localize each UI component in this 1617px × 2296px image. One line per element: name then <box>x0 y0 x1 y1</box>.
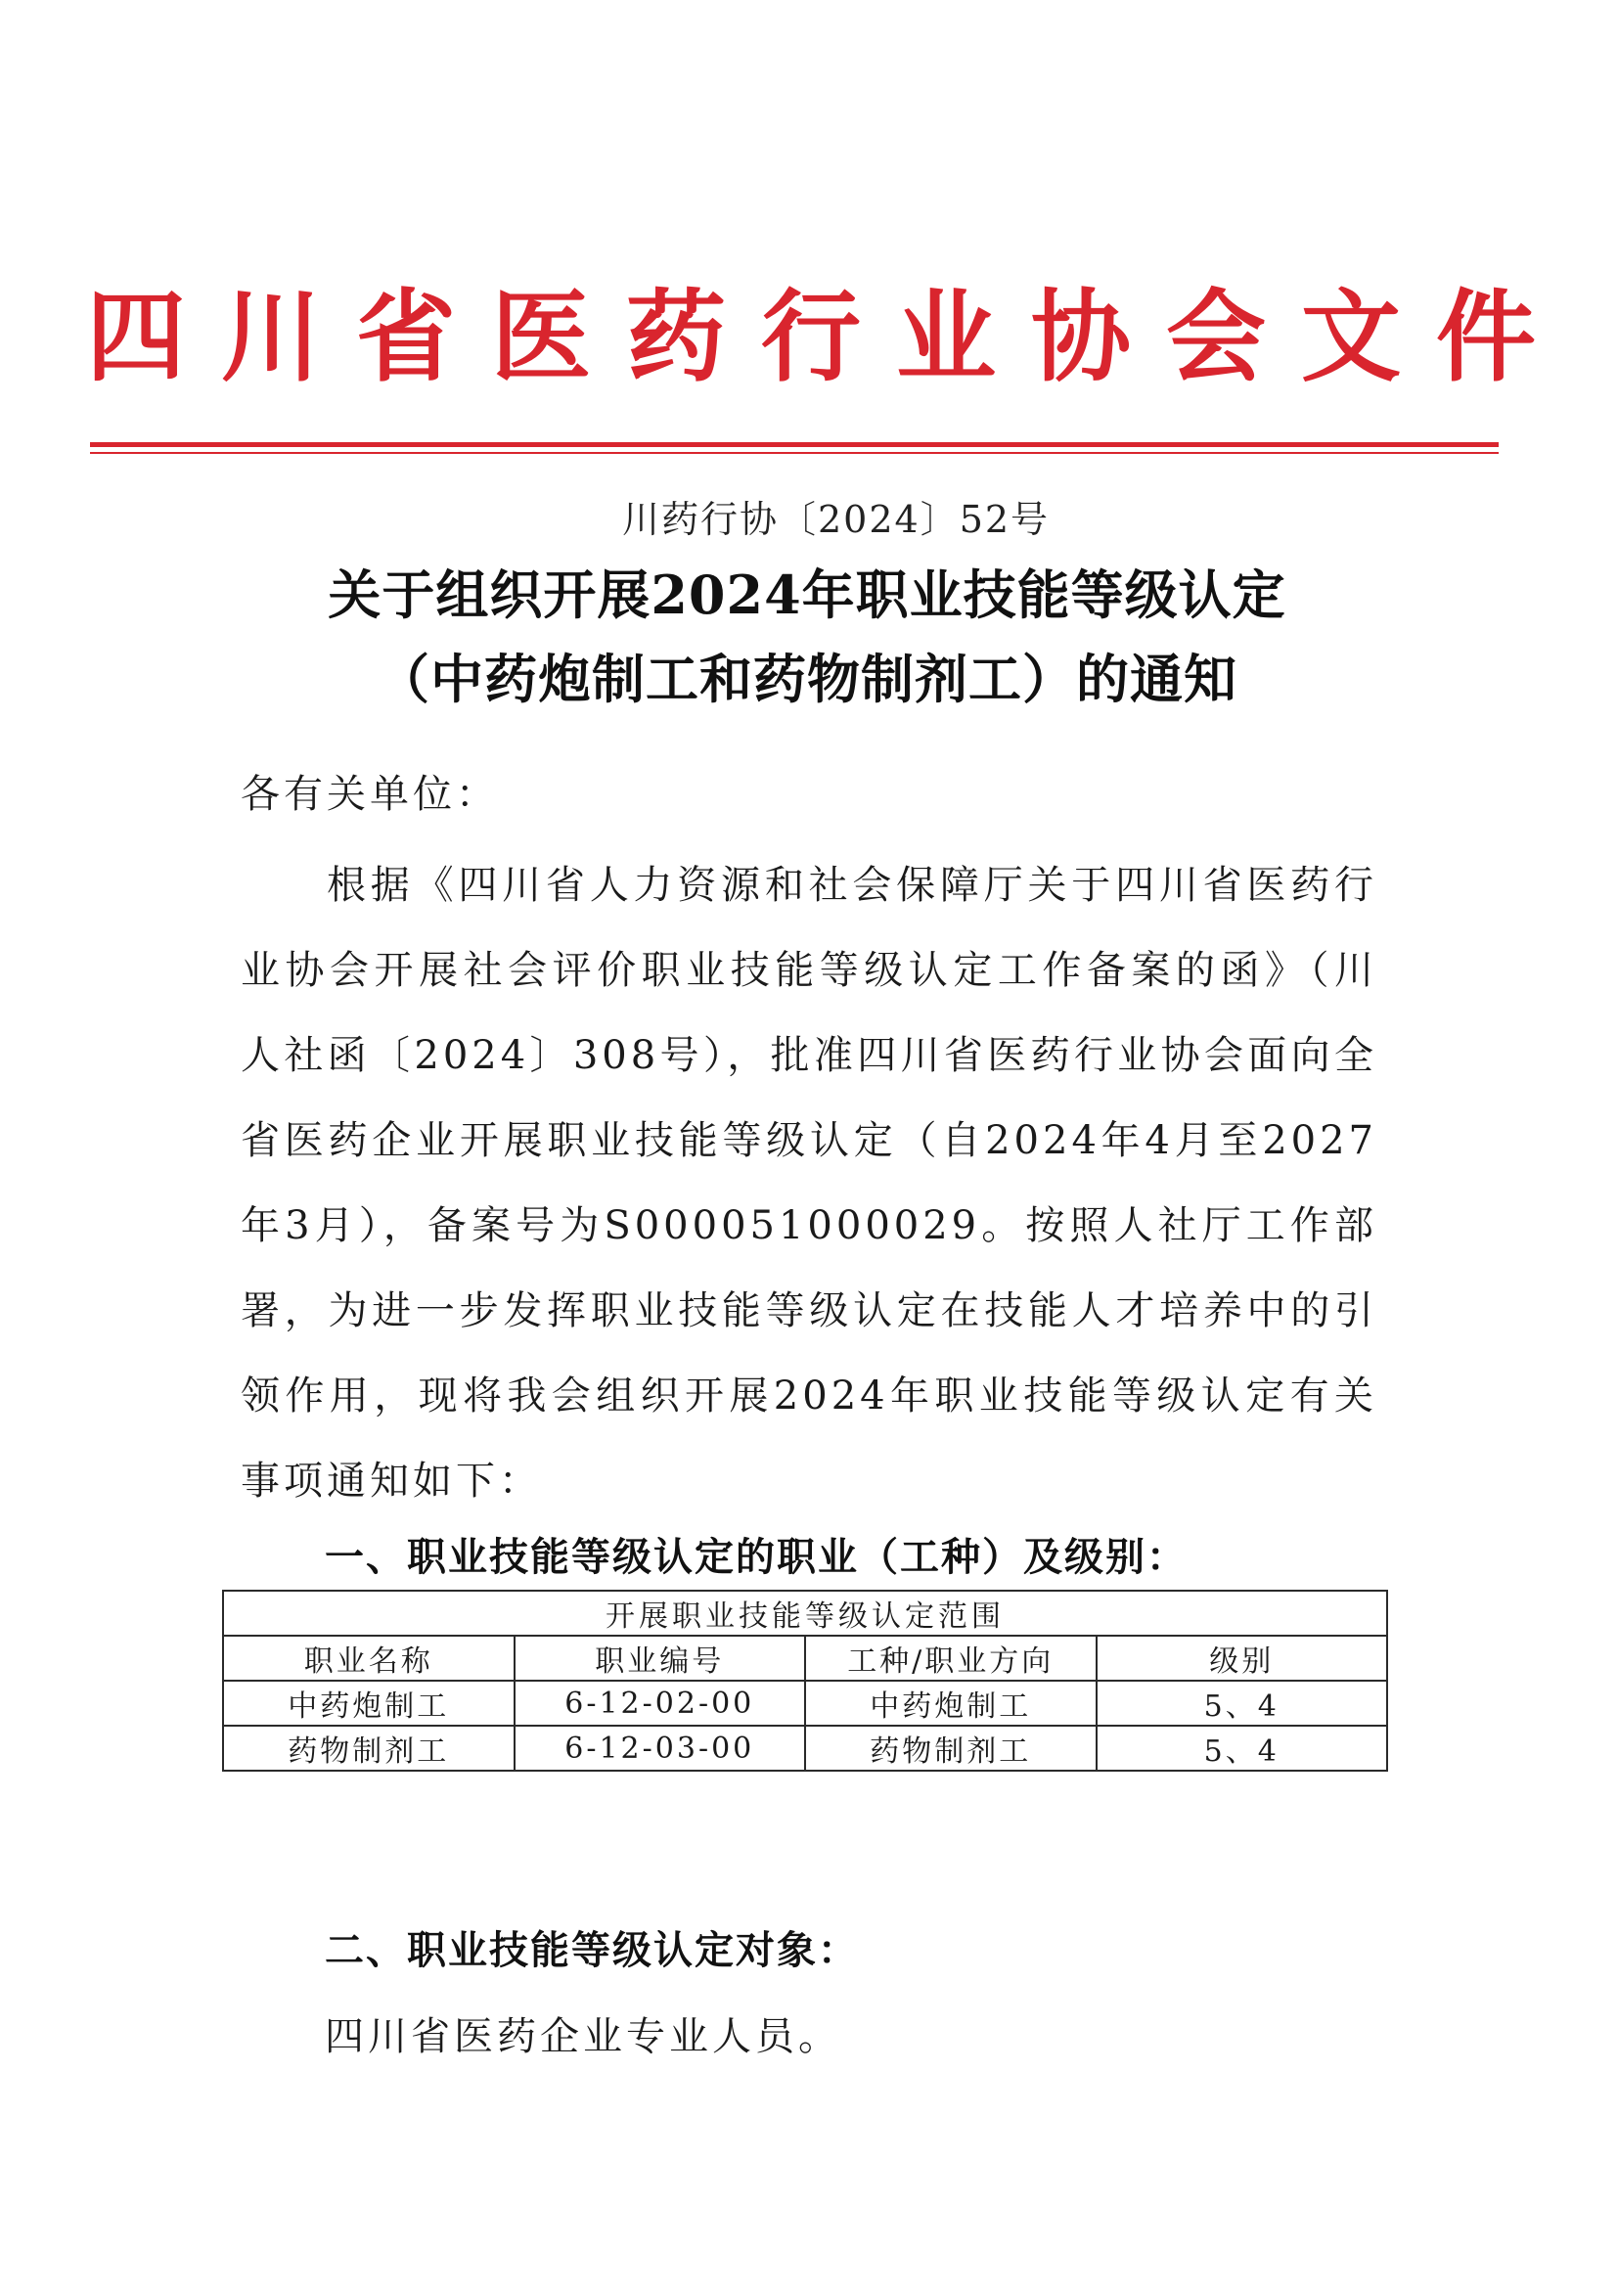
table-row <box>223 1726 1387 1771</box>
table-cell: 6-12-03-00 <box>515 1726 806 1771</box>
notice-title <box>196 553 1418 721</box>
column-header: 职业名称 <box>223 1636 515 1681</box>
letterhead-rule-thin <box>90 452 1499 454</box>
table-cell: 中药炮制工 <box>223 1681 515 1726</box>
table-caption-row <box>223 1591 1387 1636</box>
letterhead-title: 四川省医药行业协会文件 <box>86 279 1571 396</box>
section2-body: 四川省医药企业专业人员。 <box>325 2014 841 2059</box>
table-row <box>223 1681 1387 1726</box>
table-cell: 5、4 <box>1097 1726 1388 1771</box>
column-header: 级别 <box>1097 1636 1388 1681</box>
section1-heading: 一、职业技能等级认定的职业（工种）及级别： <box>325 1535 1188 1580</box>
document-number: 川药行协〔2024〕52号 <box>622 498 1051 541</box>
notice-title-line2: （中药炮制工和药物制剂工）的通知 <box>377 648 1237 710</box>
column-header: 工种/职业方向 <box>805 1636 1097 1681</box>
notice-title-line1: 关于组织开展2024年职业技能等级认定 <box>328 563 1286 626</box>
body-paragraph: 根据《四川省人力资源和社会保障厅关于四川省医药行业协会开展社会评价职业技能等级认定工作备案的函》（川人社函〔2024〕308号），批准四川省医药行业协会面向全省医药企业开展职业技能等级认定（自2024年4月至2027年3月），备案号为S000051000029。按照人社厅工作部署，为进一步发挥职业技能等级认定在技能人才培养中的引领作用，现将我会组织开展2024年职业技能等级认定有关事项通知如下： <box>241 863 1377 1504</box>
table-cell: 中药炮制工 <box>805 1681 1097 1726</box>
table-cell: 6-12-02-00 <box>515 1681 806 1726</box>
table-cell: 药物制剂工 <box>805 1726 1097 1771</box>
section2-heading: 二、职业技能等级认定对象： <box>325 1928 859 1973</box>
table-cell: 5、4 <box>1097 1681 1388 1726</box>
column-header: 职业编号 <box>515 1636 806 1681</box>
table-cell: 药物制剂工 <box>223 1726 515 1771</box>
salutation: 各有关单位： <box>241 772 499 817</box>
letterhead-rule-thick <box>90 442 1499 447</box>
table-caption: 开展职业技能等级认定范围 <box>223 1591 1387 1636</box>
scope-table <box>222 1590 1388 1772</box>
table-header-row <box>223 1636 1387 1681</box>
